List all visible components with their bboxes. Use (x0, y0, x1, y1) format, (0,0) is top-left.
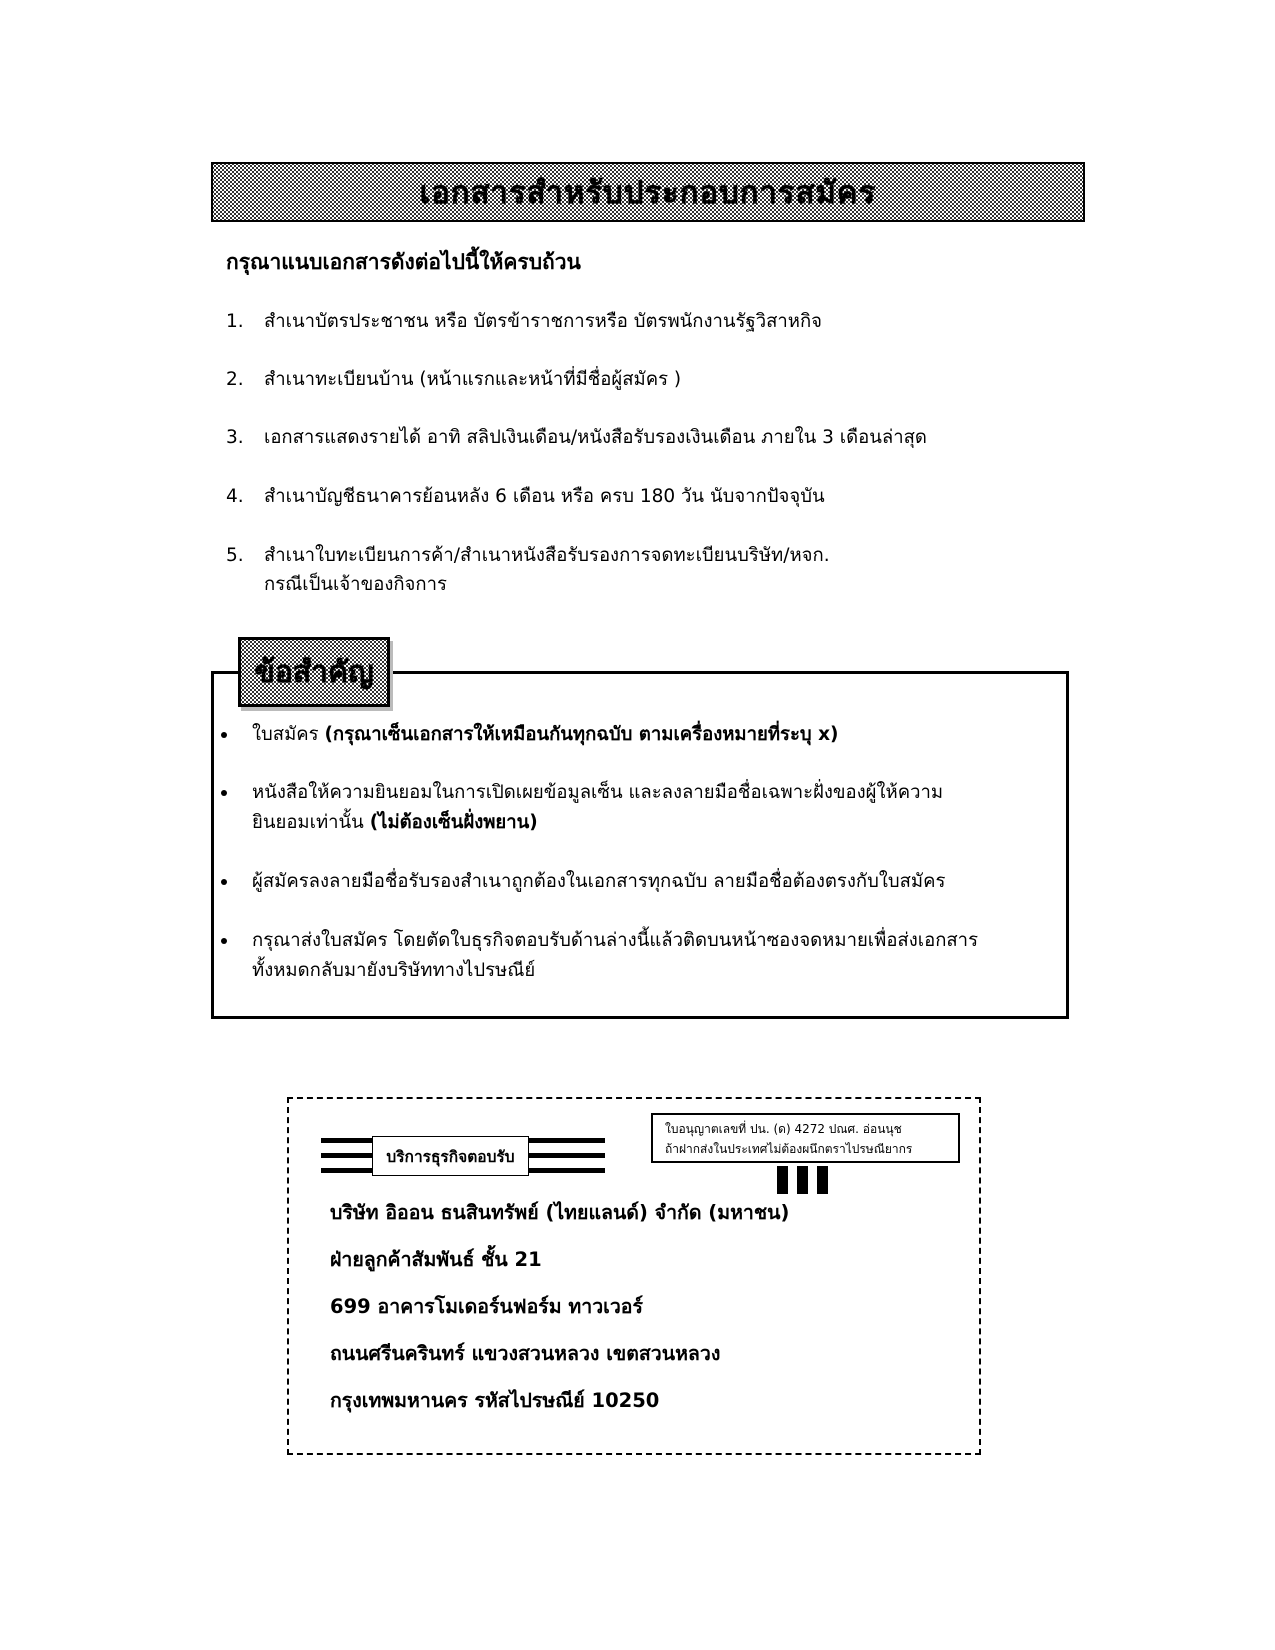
important-notes-title: ข้อสำคัญ (254, 654, 374, 690)
bullet-text-bold: (กรุณาเซ็นเอกสารให้เหมือนกันทุกฉบับ ตามเครื่องหมายที่ระบุ x) (324, 724, 839, 745)
item-text: สำเนาทะเบียนบ้าน (หน้าแรกและหน้าที่มีชื่อผู้สมัคร ) (264, 369, 682, 390)
item-text: เอกสารแสดงรายได้ อาทิ สลิปเงินเดือน/หนังสือรับรองเงินเดือน ภายใน 3 เดือนล่าสุด (264, 427, 927, 448)
bullet-icon (221, 879, 227, 885)
bullet-text-normal: ใบสมัคร (252, 724, 325, 745)
bullet-text-normal: ยินยอมเท่านั้น (252, 812, 370, 833)
bullet-text: หนังสือให้ความยินยอมในการเปิดเผยข้อมูลเซ็น และลงลายมือชื่อเฉพาะฝั่งของผู้ให้ความ (252, 782, 944, 803)
instructions-heading: กรุณาแนบเอกสารดังต่อไปนี้ให้ครบถ้วน (226, 250, 581, 274)
address-line-building: 699 อาคารโมเดอร์นฟอร์ม ทาวเวอร์ (330, 1295, 643, 1318)
bullet-text: กรุณาส่งใบสมัคร โดยตัดใบธุรกิจตอบรับด้านล่างนี้แล้วติดบนหน้าซองจดหมายเพื่อส่งเอกสาร (252, 930, 979, 951)
bullet-text-continued (252, 808, 538, 838)
bullet-icon (221, 938, 227, 944)
right-stripes-decoration (527, 1138, 605, 1173)
address-line-company: บริษัท อิออน ธนสินทรัพย์ (ไทยแลนด์) จำกัด (มหาชน) (330, 1201, 790, 1224)
important-notes-tab (238, 637, 390, 707)
bullet-text (252, 720, 839, 750)
item-number: 5. (226, 545, 244, 566)
address-line-street: ถนนศรีนครินทร์ แขวงสวนหลวง เขตสวนหลวง (330, 1342, 721, 1365)
item-text: สำเนาใบทะเบียนการค้า/สำเนาหนังสือรับรองการจดทะเบียนบริษัท/หจก. (264, 545, 830, 566)
item-text: สำเนาบัญชีธนาคารย้อนหลัง 6 เดือน หรือ ครบ 180 วัน นับจากปัจจุบัน (264, 486, 825, 507)
postal-barcode-marks (777, 1166, 828, 1194)
left-stripes-decoration (321, 1138, 372, 1173)
document-title: เอกสารสำหรับประกอบการสมัคร (419, 175, 877, 211)
item-text: สำเนาบัตรประชาชน หรือ บัตรข้าราชการหรือ บัตรพนักงานรัฐวิสาหกิจ (264, 311, 823, 332)
bullet-text-bold: (ไม่ต้องเซ็นฝั่งพยาน) (369, 812, 538, 833)
item-number: 4. (226, 486, 244, 507)
item-number: 3. (226, 427, 244, 448)
permit-note-text: ถ้าฝากส่งในประเทศไม่ต้องผนึกตราไปรษณียากร (665, 1142, 913, 1156)
address-line-city-postcode: กรุงเทพมหานคร รหัสไปรษณีย์ 10250 (330, 1389, 660, 1412)
business-reply-service-label: บริการธุรกิจตอบรับ (372, 1136, 529, 1176)
item-text-continued: กรณีเป็นเจ้าของกิจการ (264, 574, 447, 595)
bullet-icon (221, 732, 227, 738)
postage-permit-box (651, 1113, 960, 1163)
item-number: 1. (226, 311, 244, 332)
bullet-text: ผู้สมัครลงลายมือชื่อรับรองสำเนาถูกต้องในเอกสารทุกฉบับ ลายมือชื่อต้องตรงกับใบสมัคร (252, 871, 946, 892)
bullet-text-continued: ทั้งหมดกลับมายังบริษัททางไปรษณีย์ (252, 960, 536, 981)
bullet-icon (221, 790, 227, 796)
permit-number-text: ใบอนุญาตเลขที่ ปน. (ด) 4272 ปณศ. อ่อนนุช (665, 1122, 902, 1136)
item-number: 2. (226, 369, 244, 390)
address-line-department: ฝ่ายลูกค้าสัมพันธ์ ชั้น 21 (330, 1248, 542, 1271)
document-title-banner (211, 162, 1085, 222)
